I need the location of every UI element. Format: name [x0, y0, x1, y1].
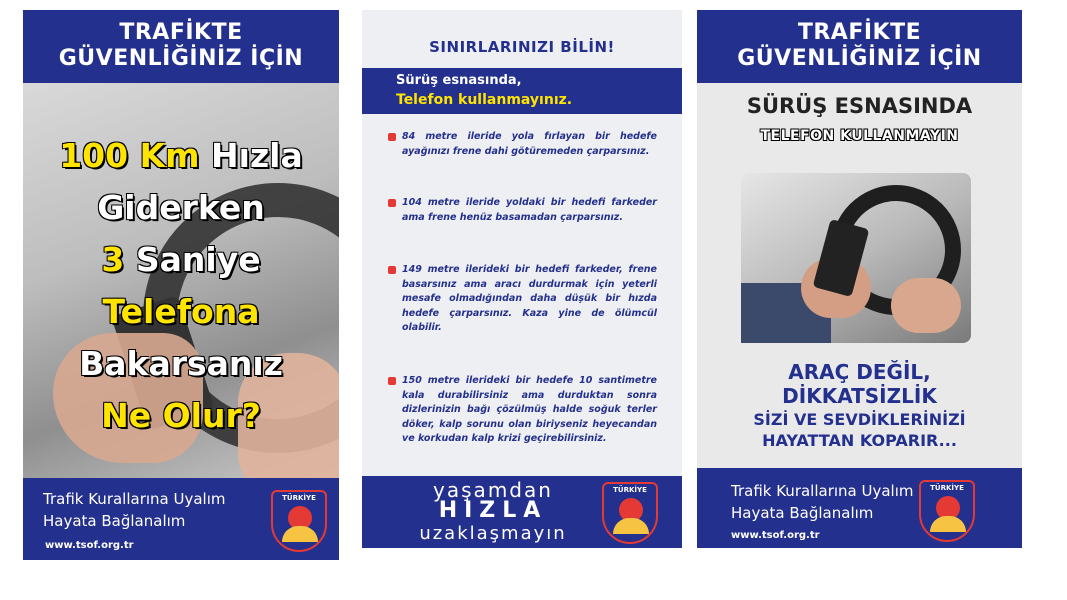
subtitle-line: Telefon kullanmayınız.: [396, 92, 573, 108]
poster-know-limits: [362, 10, 682, 548]
bullet-icon: [388, 377, 396, 385]
list-item: [402, 374, 657, 447]
poster-title: SINIRLARINIZI BİLİN!: [429, 38, 615, 56]
footer-line: Hayata Bağlanalım: [43, 512, 186, 530]
headline-line: [23, 390, 339, 442]
federation-emblem: [602, 482, 658, 544]
headline-line: [23, 338, 339, 390]
bullet-icon: [388, 199, 396, 207]
list-item-text: 149 metre ilerideki bir hedefi farkeder, frene basarsınız ama aracı durdurmak için yeterli mesafe olmadığından daha düşük bir hızda hedefe çarparsınız. Kaza yine de ölümcül olabilir.: [402, 264, 657, 333]
driver-phone-photo: [741, 173, 971, 343]
headline-fragment: Telefona: [102, 292, 260, 331]
headline-line: [23, 286, 339, 338]
list-item: [402, 130, 657, 159]
header-line: TRAFİKTE: [797, 20, 922, 45]
footer-line: Hayata Bağlanalım: [731, 504, 874, 522]
poster-header: [23, 10, 339, 83]
slogan-line: HIZLA: [438, 498, 548, 523]
emblem-label: TÜRKİYE: [930, 484, 964, 492]
headline-fragment: 100 Km: [59, 136, 212, 175]
poster-footer: [23, 478, 339, 560]
list-item-text: 84 metre ileride yola fırlayan bir hedefe ayağınızı frene dahi götüremeden çarparsınız.: [402, 131, 657, 157]
headline-line: [23, 182, 339, 234]
headline-fragment: 3: [101, 240, 136, 279]
message-line: ARAÇ DEĞİL,: [788, 360, 931, 384]
website-url: www.tsof.org.tr: [45, 540, 134, 551]
list-item-text: 104 metre ileride yoldaki bir hedefi farkeder ama frene henüz basamadan çarparsınız.: [402, 197, 657, 223]
emblem-sun-icon: [282, 526, 318, 542]
footer-line: Trafik Kurallarına Uyalım: [731, 482, 914, 500]
slogan-line: yaşamdan: [433, 478, 553, 502]
bullet-icon: [388, 133, 396, 141]
list-item: [402, 196, 657, 225]
header-line: TRAFİKTE: [119, 20, 243, 45]
poster-title: SÜRÜŞ ESNASINDA: [746, 94, 973, 118]
message-line: HAYATTAN KOPARIR...: [762, 431, 957, 450]
emblem-sun-icon: [930, 516, 966, 532]
poster-subtitle: TELEFON KULLANMAYIN: [760, 128, 959, 144]
message-line: DİKKATSİZLİK: [782, 384, 937, 408]
slogan-line: uzaklaşmayın: [419, 523, 567, 544]
poster-header: [697, 10, 1022, 83]
poster-footer: [697, 468, 1022, 548]
headline-fragment: Hızla: [211, 136, 303, 175]
headline-line: [23, 130, 339, 182]
website-url: www.tsof.org.tr: [731, 530, 820, 541]
poster-phone-speed: [23, 10, 339, 560]
headline-line: [23, 234, 339, 286]
headline-fragment: Giderken: [97, 188, 265, 227]
headline-fragment: Bakarsanız: [79, 344, 283, 383]
emblem-sun-icon: [613, 518, 649, 534]
footer-slogan: [731, 480, 914, 524]
headline-fragment: Saniye: [135, 240, 261, 279]
list-item-text: 150 metre ilerideki bir hedefe 10 santimetre kala durabilirsiniz ama durduktan sonra dizlerinizin bağı çözülmüş halde soğuk terler döker, kalp sorunu olan biriyseniz heyecandan ve korkudan kalp krizi geçirebilirsiniz.: [402, 375, 657, 444]
subtitle-band: [362, 68, 682, 114]
federation-emblem: [919, 480, 975, 542]
federation-emblem: [271, 490, 327, 552]
subtitle-line: Sürüş esnasında,: [396, 73, 522, 88]
headline-fragment: Ne Olur?: [101, 396, 261, 435]
emblem-label: TÜRKİYE: [282, 494, 316, 502]
poster-dont-use-phone: [697, 10, 1022, 548]
list-item: [402, 263, 657, 336]
hand-illustration: [891, 278, 961, 333]
headline-text: [23, 130, 339, 442]
bullet-icon: [388, 266, 396, 274]
footer-slogan: [43, 488, 226, 532]
header-line: GÜVENLİĞİNİZ İÇİN: [58, 46, 304, 71]
emblem-label: TÜRKİYE: [613, 486, 647, 494]
footer-line: Trafik Kurallarına Uyalım: [43, 490, 226, 508]
poster-footer: [362, 476, 682, 548]
message-line: SİZİ VE SEVDİKLERİNİZİ: [753, 410, 966, 429]
header-line: GÜVENLİĞİNİZ İÇİN: [737, 46, 982, 71]
